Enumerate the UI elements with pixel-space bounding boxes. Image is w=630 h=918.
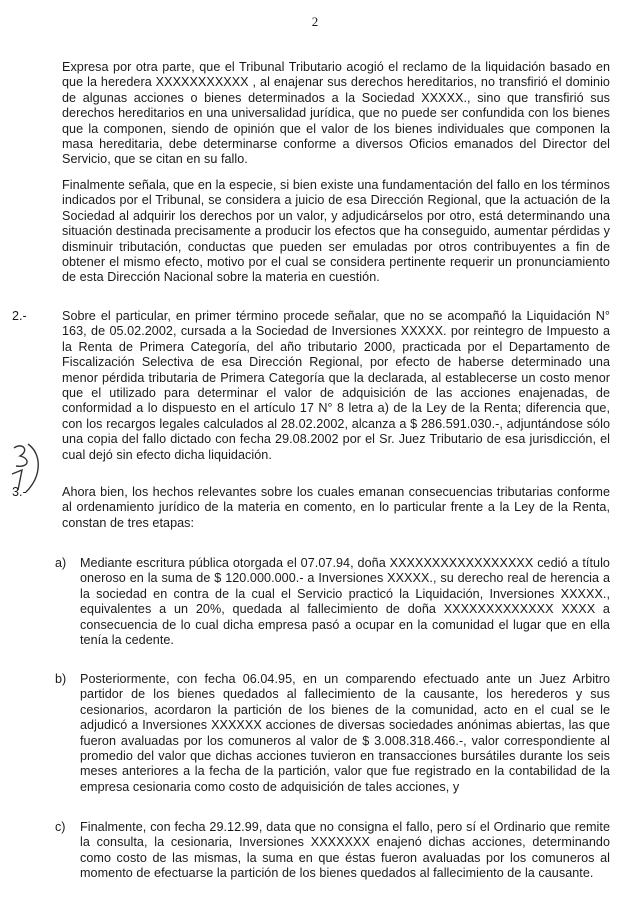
paragraph-tribunal-decision: Expresa por otra parte, que el Tribunal Tributario acogió el reclamo de la liquidación basado en que la heredera XXXXXXXXXXX , al enajenar sus derechos hereditarios, no transfirió el dominio de algunas acciones o bienes determinados a la Sociedad XXXXX., sino que transfirió sus derechos hereditarios en una universalidad jurídica, que no puede ser confundida con los bienes que la componen, siendo de opinión que el valor de los bienes individuales que componen la masa hereditaria, debe determinarse conforme a diversos Oficios emanados del Director del Servicio, que se citan en su fallo.	[62, 60, 610, 167]
item-c-text: Finalmente, con fecha 29.12.99, data que no consigna el fallo, pero sí el Ordinario que remite la consulta, la cesionaria, Inversiones XXXXXXX enajenó dichas acciones, determinando como costo de las mismas, la suma en que éstas fueron avaluadas por los comuneros al momento de efectuarse la partición de los bienes quedados al fallecimiento de la causante.	[80, 820, 610, 881]
item-b-text: Posteriormente, con fecha 06.04.95, en un comparendo efectuado ante un Juez Arbitro partidor de los bienes quedados al fallecimiento de la causante, los herederos y sus cesionarios, acordaron la partición de los bienes de la comunidad, acto en el cual se le adjudicó a Inversiones XXXXXX acciones de diversas sociedades anónimas abiertas, las que fueron avaluadas por los comuneros al valor de $ 3.008.318.466.-, valor correspondiente al promedio del valor que dichas acciones tuvieron en transacciones bursátiles durante los seis meses anteriores a la fecha de la partición, valor que fue registrado en la contabilidad de la empresa cesionaria como costo de adquisición de tales acciones, y	[80, 672, 610, 794]
section-number-3: 3.-	[12, 485, 27, 499]
section-number-2: 2.-	[12, 309, 27, 323]
item-a-text: Mediante escritura pública otorgada el 07.07.94, doña XXXXXXXXXXXXXXXXX cedió a título oneroso en la suma de $ 120.000.000.- a Inversiones XXXXX., su derecho real de herencia a la sociedad en contra de la cual el Servicio practicó la Liquidación, Inversiones XXXXX., equivalentes a un 20%, quedada al fallecimiento de doña XXXXXXXXXXXXX XXXX a consecuencia de lo cual dicha empresa pasó a ocupar en la comunidad el lugar que en ella tenía la cedente.	[80, 556, 610, 648]
item-a-label: a)	[55, 556, 67, 570]
section-3-text: Ahora bien, los hechos relevantes sobre los cuales emanan consecuencias tributarias conforme al ordenamiento jurídico de la materia en comento, en lo particular frente a la Ley de la Renta, constan de tres etapas:	[62, 485, 610, 530]
item-c-label: c)	[55, 820, 66, 834]
section-2-text: Sobre el particular, en primer término procede señalar, que no se acompañó la Liquidación N° 163, de 05.02.2002, cursada a la Sociedad de Inversiones XXXXX. por reintegro de Impuesto a la Renta de Primera Categoría, del año tributario 2000, practicada por el Departamento de Fiscalización Selectiva de esa Dirección Regional, por efecto de haberse determinado una menor pérdida tributaria de Primera Categoría que la declarada, al establecerse un costo menor que el utilizado para determinar el valor de adquisición de las acciones enajenadas, de conformidad a lo dispuesto en el artículo 17 N° 8 letra a) de la Ley de la Renta; diferencia que, con los recargos legales calculados al 28.02.2002, alcanza a $ 286.591.030.-, adjuntándose sólo una copia del fallo dictado con fecha 29.08.2002 por el Sr. Juez Tributario de esa jurisdicción, el cual dejó sin efecto dicha liquidación.	[62, 309, 610, 462]
item-b-label: b)	[55, 672, 67, 686]
handwritten-scribble-icon	[8, 440, 46, 500]
paragraph-regional-opinion: Finalmente señala, que en la especie, si bien existe una fundamentación del fallo en los términos indicados por el Tribunal, se considera a juicio de esa Dirección Regional, que la actuación de la Sociedad al adquirir los derechos por un valor, y adjudicárselos por otro, está determinando una situación destinada precisamente a producir los efectos que ha conseguido, aumentar pérdidas y disminuir tributación, conductas que pueden ser emuladas por otros contribuyentes a fin de obtener el mismo efecto, motivo por el cual se considera pertinente requerir un pronunciamiento de esta Dirección Nacional sobre la materia en cuestión.	[62, 178, 610, 285]
page-number: 2	[311, 14, 319, 29]
